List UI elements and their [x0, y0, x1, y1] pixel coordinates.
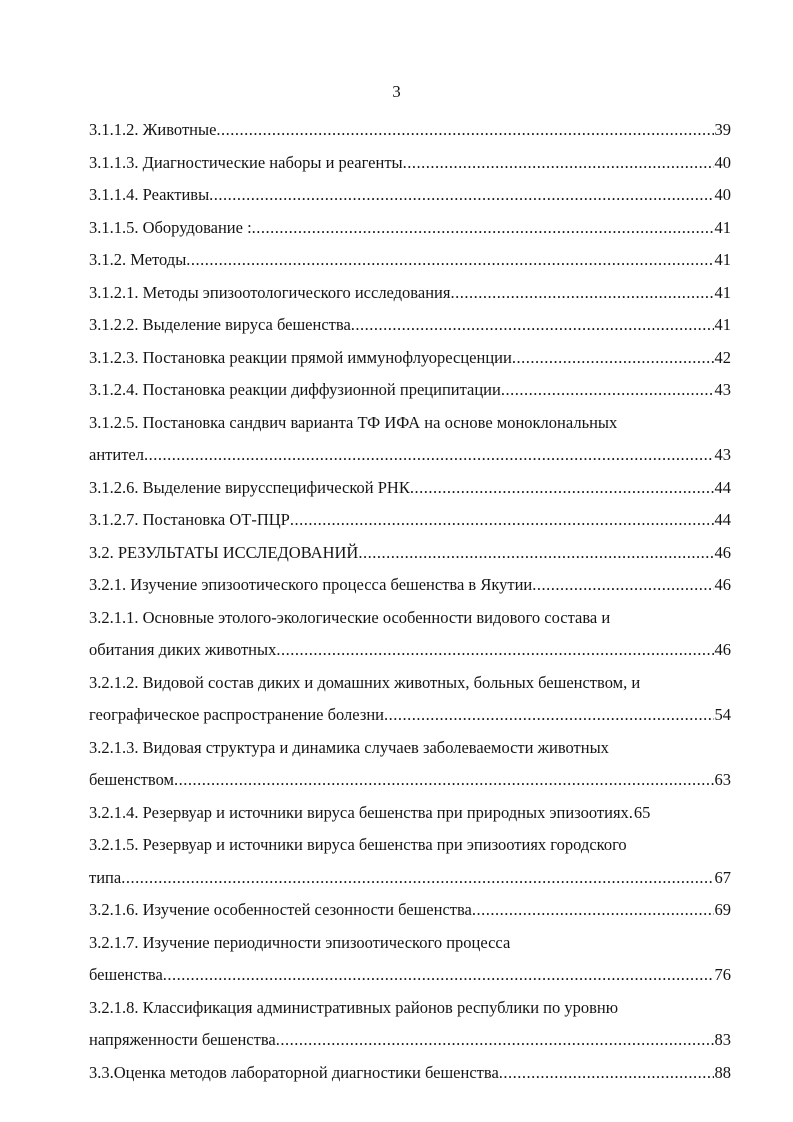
toc-dot-leader [290, 504, 714, 537]
toc-entry-title: 3.1.2.2. Выделение вируса бешенства [89, 315, 351, 334]
toc-entry-page: 40 [714, 185, 731, 204]
toc-entry-title: антител [89, 445, 144, 464]
toc-entry-title: 3.1.2.4. Постановка реакции диффузионной преципитации [89, 380, 501, 399]
toc-entry [89, 277, 731, 310]
toc-entry [89, 894, 731, 927]
toc-dot-leader [276, 1024, 714, 1057]
toc-entry-page: 43 [714, 445, 731, 464]
toc-entry [89, 699, 731, 732]
toc-entry-title: типа [89, 867, 122, 887]
toc-entry-title: бешенства [89, 965, 163, 984]
toc-entry-title: 3.2. РЕЗУЛЬТАТЫ ИССЛЕДОВАНИЙ [89, 542, 359, 562]
toc-dot-leader [450, 277, 713, 310]
toc-entry-page: 67 [714, 867, 731, 887]
toc-entry [89, 342, 731, 375]
toc-dot-leader [499, 1057, 714, 1090]
page-number: 3 [392, 82, 401, 101]
toc-dot-leader [358, 537, 713, 570]
toc-entry [89, 309, 731, 342]
toc-dot-leader [403, 147, 714, 180]
toc-entry-page: 65 [633, 802, 651, 822]
toc-dot-leader [209, 179, 713, 212]
toc-dot-leader [163, 959, 714, 992]
toc-entry-page: 39 [714, 120, 731, 139]
toc-entry [89, 374, 731, 407]
toc-entry-page: 83 [714, 1030, 731, 1049]
toc-entry-title: 3.1.2.7. Постановка ОТ-ПЦР [89, 510, 290, 529]
toc-dot-leader [512, 342, 714, 375]
toc-entry-title: 3.1.1.4. Реактивы [89, 185, 210, 204]
toc-dot-leader [472, 894, 714, 927]
toc-entry-title: 3.1.2. Методы [89, 250, 187, 269]
toc-entry [89, 147, 731, 180]
toc-entry-title: 3.1.2.1. Методы эпизоотологического исследования [89, 282, 451, 302]
toc-entry-page: 46 [714, 575, 731, 594]
toc-entry [89, 179, 731, 212]
toc-entry [89, 1024, 731, 1057]
toc-entry [89, 537, 731, 570]
toc-entry-title: 3.2.1.8. Классификация административных районов республики по уровню [89, 997, 619, 1017]
toc-dot-leader [501, 374, 714, 407]
toc-entry-continued [89, 667, 731, 700]
toc-entry-title: географическое распространение болезни [89, 705, 384, 724]
toc-entry [89, 959, 731, 992]
toc-entry [89, 504, 731, 537]
toc-entry-title: 3.2.1.7. Изучение периодичности эпизоотического процесса [89, 932, 511, 952]
toc-entry [89, 1057, 731, 1090]
toc-entry [89, 764, 731, 797]
toc-entry-page: 46 [714, 542, 731, 562]
toc-entry-page: 41 [714, 217, 731, 237]
toc-dot-leader [174, 764, 714, 797]
toc-entry-page: 41 [714, 282, 731, 302]
toc-entry-page: 42 [714, 347, 731, 367]
toc-entry-title: 3.3.Оценка методов лабораторной диагностики бешенства [89, 1062, 499, 1082]
toc-entry-page: 88 [714, 1062, 731, 1082]
toc-entry-continued [89, 732, 731, 765]
toc-entry-page: 54 [714, 705, 731, 724]
toc-entry-continued [89, 602, 731, 635]
toc-dot-leader [532, 569, 713, 602]
toc-entry-page: 43 [714, 380, 731, 399]
toc-dot-leader [121, 862, 713, 895]
toc-dot-leader [351, 309, 714, 342]
toc-entry-title: 3.1.2.5. Постановка сандвич варианта ТФ ИФА на основе моноклональных [89, 412, 618, 432]
toc-entry-continued [89, 407, 731, 440]
toc-entry-page: 76 [714, 965, 731, 984]
toc-entry-title: напряженности бешенства [89, 1030, 276, 1049]
toc-entry-continued [89, 927, 731, 960]
toc-dot-leader [216, 114, 713, 147]
toc-entry [89, 212, 731, 245]
toc-entry [89, 472, 731, 505]
toc-entry-title: бешенством [89, 770, 174, 789]
toc-entry [89, 439, 731, 472]
toc-entry [89, 114, 731, 147]
toc-entry-page: 44 [714, 510, 731, 529]
toc-entry-page: 44 [714, 477, 731, 497]
toc-entry-title: 3.2.1.5. Резервуар и источники вируса бешенства при эпизоотиях городского [89, 835, 627, 854]
toc-entry [89, 862, 731, 895]
toc-entry-title: 3.1.1.5. Оборудование : [89, 217, 252, 237]
toc-entry-page: 69 [714, 900, 731, 919]
toc-entry-title: 3.1.1.3. Диагностические наборы и реагенты [89, 152, 403, 172]
toc-entry-title: 3.2.1.3. Видовая структура и динамика случаев заболеваемости животных [89, 737, 609, 757]
toc-dot-leader [144, 439, 714, 472]
toc-entry-title: 3.1.1.2. Животные [89, 120, 217, 139]
toc-entry-title: 3.2.1.6. Изучение особенностей сезонности бешенства [89, 900, 472, 919]
toc-entry-continued [89, 829, 731, 862]
toc-entry-title: 3.1.2.3. Постановка реакции прямой иммунофлуоресценции [89, 347, 512, 367]
toc-dot-leader [384, 699, 714, 732]
toc-entry-title: 3.2.1. Изучение эпизоотического процесса бешенства в Якутии [89, 575, 533, 594]
toc-entry-page: 63 [714, 770, 731, 789]
toc-entry-page: 46 [714, 640, 731, 659]
toc-entry [89, 797, 731, 830]
toc-entry-title: обитания диких животных [89, 640, 277, 659]
toc-entry [89, 634, 731, 667]
table-of-contents [89, 114, 731, 1089]
toc-dot-leader [276, 634, 713, 667]
toc-entry-page: 40 [714, 152, 731, 172]
toc-entry-title: 3.2.1.1. Основные этолого-экологические особенности видового состава и [89, 607, 611, 627]
toc-entry-page: 41 [714, 250, 731, 269]
toc-entry-continued [89, 992, 731, 1025]
toc-dot-leader [186, 244, 713, 277]
toc-dot-leader [252, 212, 714, 245]
toc-entry [89, 569, 731, 602]
toc-entry [89, 244, 731, 277]
toc-entry-title: 3.2.1.2. Видовой состав диких и домашних животных, больных бешенством, и [89, 672, 641, 692]
toc-dot-leader [410, 472, 714, 505]
toc-entry-title: 3.1.2.6. Выделение вирусспецифической РНК [89, 477, 410, 497]
toc-entry-page: 41 [714, 315, 731, 334]
toc-entry-title: 3.2.1.4. Резервуар и источники вируса бешенства при природных эпизоотиях. [89, 802, 633, 822]
